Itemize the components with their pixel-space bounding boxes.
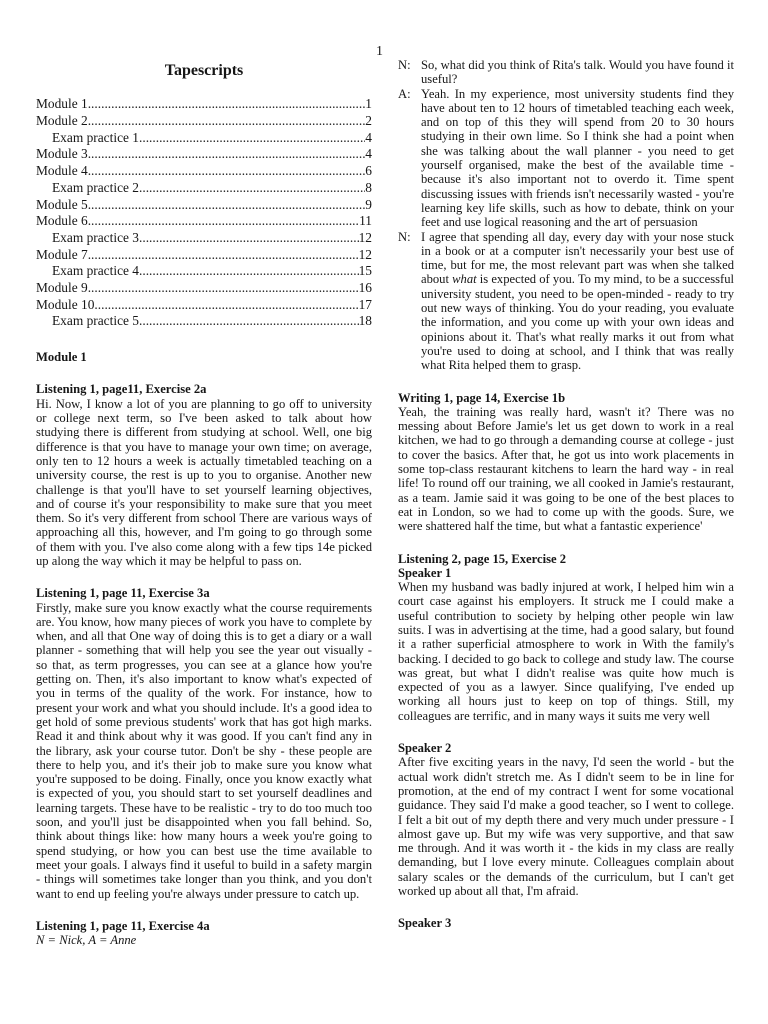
toc-entry[interactable]: [36, 230, 372, 247]
toc-entry[interactable]: [36, 130, 372, 147]
toc-entry[interactable]: [36, 96, 372, 113]
speaker-text: After five exciting years in the navy, I'd seen the world - but the actual work didn't stretch me. As I didn't seem to be in line for promotion, at the end of my contract I went for some vocational guidance. They said I'd make a good teacher, so I went to college. I felt a bit out of my depth there and very much under pressure - I almost gave up. But my wife was very supportive, and that saw me through. And it was worth it - the kids in my class are really demanding, but I love every minute. Colleagues complain about salary scales or the demands of the curriculum, but I can't get worked up about all that, I'm afraid.: [398, 755, 734, 899]
toc-label: Module 2: [36, 113, 88, 128]
toc-label: Module 6: [36, 213, 88, 229]
toc-leader: [88, 163, 366, 180]
dialogue-line: [398, 87, 734, 230]
toc-page: 9: [365, 196, 372, 212]
toc-leader: [88, 247, 359, 264]
toc-entry[interactable]: [36, 180, 372, 197]
toc-label: Exam practice 2: [52, 179, 139, 195]
dialogue-emphasis: what: [452, 272, 477, 287]
toc-leader: [88, 146, 366, 163]
toc-label: Exam practice 1: [52, 129, 139, 145]
section-text: Yeah, the training was really hard, wasn't it? There was no messing about Before Jamie's let us get down to work in a real kitchen, we had to go through a demanding course at college - just to cover the basics. After that, he got us into work placements in some top-class restaurant kitchens to learn the hard way - in real life! To round off our training, we all cooked in Jamie's restaurant, as a team. Jamie said it was going to be one of the best places to eat in London, so we had to come up with the goods. Sure, we were shattered half the time, but what a fantastic experience': [398, 404, 734, 534]
page-number: 1: [376, 44, 383, 59]
toc-leader: [88, 113, 366, 130]
toc-leader: [139, 313, 359, 330]
section-heading: Listening 1, page11, Exercise 2a: [36, 382, 207, 397]
toc-leader: [88, 197, 366, 214]
toc-leader: [139, 180, 365, 197]
toc-label: Exam practice 4: [52, 263, 139, 279]
toc-entry[interactable]: [36, 297, 372, 314]
page-title: Tapescripts: [164, 62, 244, 79]
toc-label: Module 5: [36, 196, 88, 212]
toc-label: Module 10: [36, 296, 95, 312]
dialogue-text: Yeah. In my experience, most university students find they have about ten to 12 hours of timetabled teaching each week, and on top of this they will spend from 20 to 30 hours studying in their own lime. So I think she had a point when she was talking about the wall planner - you need to get yourself organised, make the best of the available time - because it's also important not to overdo it. Time spent discussing issues with friends isn't necessarily wasted - you're learning key life skills, such as how to debate, think on your feet and use logical reasoning and the art of persuasion: [421, 86, 734, 230]
toc-leader: [139, 230, 359, 247]
toc-leader: [88, 280, 359, 297]
module-heading: Module 1: [36, 350, 87, 365]
toc-entry[interactable]: [36, 197, 372, 214]
section-heading: Listening 1, page 11, Exercise 3a: [36, 586, 210, 601]
toc-entry[interactable]: [36, 263, 372, 280]
table-of-contents: [36, 96, 372, 330]
speaker-key: N = Nick, A = Anne: [36, 933, 137, 948]
section-text: Hi. Now, I know a lot of you are planning to go off to university or college next term, so I've been asked to talk about how studying there is different from studying at school. Well, one big difference is that you have to manage your own time; on average, only ten to 12 hours a week is actually timetabled teaching on a university course, the rest is up to you to organise. Another new challenge is that you'll have to set yourself learning objectives, and of course it's your responsibility to make sure that you meet them. So it's very different from school There are various ways of approaching all this, however, and I'm going to go through some of them with you. I've also come along with a few tips 14e picked up along the way which it may be helpful to pass on.: [36, 396, 372, 568]
toc-entry[interactable]: [36, 280, 372, 297]
toc-leader: [88, 213, 359, 230]
toc-page: 4: [365, 129, 372, 145]
toc-label: Module 3: [36, 146, 88, 162]
speaker-label: Speaker 3: [398, 916, 452, 931]
toc-label: Exam practice 5: [52, 313, 139, 329]
toc-label: Module 1: [36, 96, 88, 112]
dialogue-speaker: A:: [398, 86, 411, 101]
toc-leader: [88, 96, 366, 113]
section-text: Firstly, make sure you know exactly what the course requirements are. You know, how many pieces of work you have to complete by when, and all that One way of doing this is to get a diary or a wall planner - something that will help you see the year out visually - so that, as term progresses, you can see at a glance how you're getting on. Then, it's also important to know what's expected of you in terms of the quality of the work. For instance, how to present your work and what you should include. It's a good idea to get hold of some previous students' work that has got high marks. Read it and think about why it was good. If you can't find any in the library, ask your course tutor. Don't be shy - these people are there to help you, and it's their job to make sure you know what you're supposed to be doing. Finally, once you know exactly what is expected of you, you should start to set yourself deadlines and learning targets. These have to be realistic - try to do too much too soon, and you'll just be disappointed when you fall behind. So, think about things like: how many hours a week you're going to spend studying, or how you can best use the time available to meet your goals. I always find it useful to build in a safety margin - things will sometimes take longer than you think, and you don't want to end up feeling you're always under pressure to catch up.: [36, 600, 372, 901]
section-heading: Writing 1, page 14, Exercise 1b: [398, 390, 566, 405]
dialogue-speaker: N:: [398, 229, 411, 244]
toc-entry[interactable]: [36, 247, 372, 264]
toc-entry[interactable]: [36, 146, 372, 163]
dialogue-text: So, what did you think of Rita's talk. Would you have found it useful?: [421, 58, 734, 87]
toc-page: 6: [365, 163, 372, 179]
toc-page: 12: [358, 246, 372, 262]
dialogue-line: [398, 58, 734, 87]
left-column: [36, 58, 372, 947]
toc-entry[interactable]: [36, 163, 372, 180]
toc-leader: [94, 297, 358, 314]
toc-entry[interactable]: [36, 213, 372, 230]
toc-entry[interactable]: [36, 313, 372, 330]
dialogue-line: [398, 230, 734, 373]
dialogue-text: [421, 230, 734, 373]
toc-page: 4: [365, 146, 372, 162]
section-heading: Listening 2, page 15, Exercise 2: [398, 551, 567, 566]
dialogue-speaker: N:: [398, 58, 411, 72]
right-column: [398, 58, 734, 931]
toc-label: Module 4: [36, 163, 88, 179]
toc-page: 16: [358, 280, 372, 296]
toc-page: 12: [358, 229, 372, 245]
toc-page: 11: [359, 213, 372, 229]
toc-page: 15: [358, 263, 372, 279]
toc-label: Module 7: [36, 246, 88, 262]
toc-label: Module 9: [36, 280, 88, 296]
toc-page: 8: [365, 179, 372, 195]
toc-label: Exam practice 3: [52, 229, 139, 245]
toc-leader: [139, 130, 365, 147]
toc-page: 2: [365, 113, 372, 128]
speaker-label: Speaker 1: [398, 565, 452, 580]
toc-leader: [139, 263, 359, 280]
toc-page: 17: [358, 296, 372, 312]
dialogue-text-part: is expected of you. To my mind, to be a successful university student, you need to be open-minded - ready to try out new ways of thinking. You do your reading, you evaluate the information, and you come up with your own ideas and opinions about it. That's what really marks it out from what you're used to doing at school, and I think that was really what Rita helped them to grasp.: [421, 272, 734, 373]
toc-page: 1: [365, 96, 372, 112]
section-heading: Listening 1, page 11, Exercise 4a: [36, 918, 210, 933]
toc-entry[interactable]: [36, 113, 372, 130]
speaker-label: Speaker 2: [398, 741, 452, 756]
speaker-text: When my husband was badly injured at work, I helped him win a court case against his employers. It struck me I could make a useful contribution to society by helping other people win law suits. I was in advertising at the time, had a good salary, but found it a rather superficial atmosphere to work in With the family's backing. I decided to go back to college and study law. The course was great, but what I didn't realise was quite how much is expected of you as a lawyer. Since qualifying, I've ended up working all hours just to keep on top of things. Still, my colleagues are terrific, and in many ways it suits me very well: [398, 580, 734, 723]
dialogue-text-part: I agree that spending all day, every day with your nose stuck in a book or at a computer isn't necessarily your best use of time, but for me, the most relevant part was when she talked about: [421, 229, 734, 287]
toc-page: 18: [358, 313, 372, 329]
